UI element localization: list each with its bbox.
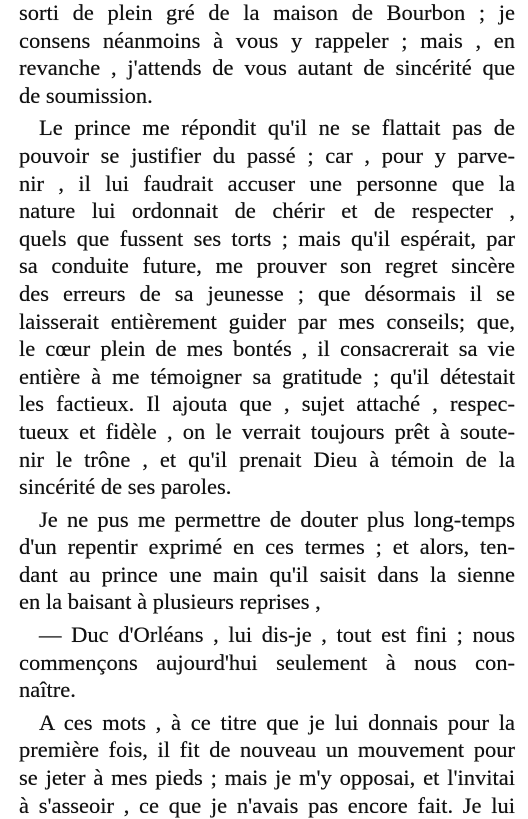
text-line: naître. <box>19 677 76 703</box>
text-line: consens néanmoins à vous y rappeler ; mais , en <box>19 27 515 53</box>
text-line: — Duc d'Orléans , lui dis-je , tout est fini ; nous <box>39 622 515 648</box>
body-text <box>19 0 515 819</box>
paragraph <box>19 114 515 500</box>
text-line: nir le trône , et qu'il prenait Dieu à témoin de la <box>19 446 515 472</box>
text-line: se jeter à mes pieds ; mais je m'y opposai, et l'invitai <box>19 765 515 791</box>
text-line: tueux et fidèle , on le verrait toujours prêt à soute- <box>19 418 515 444</box>
text-line: A ces mots , à ce titre que je lui donnais pour la <box>39 709 515 735</box>
text-line: sincérité de ses paroles. <box>19 474 232 500</box>
text-line: quels que fussent ses torts ; mais qu'il espérait, par <box>19 225 515 251</box>
text-line: commençons aujourd'hui seulement à nous con- <box>19 649 515 675</box>
text-line: de soumission. <box>19 82 153 108</box>
paragraph <box>19 621 515 704</box>
text-line: des erreurs de sa jeunesse ; que désormais il se <box>19 280 515 306</box>
text-line: Le prince me répondit qu'il ne se flattait pas de <box>39 115 515 141</box>
text-line: revanche , j'attends de vous autant de sincérité que <box>19 55 515 81</box>
text-line: entière à me témoigner sa gratitude ; qu'il détestait <box>19 363 515 389</box>
paragraph <box>19 0 515 109</box>
text-line: Je ne pus me permettre de douter plus long-temps <box>39 506 515 532</box>
text-line: pouvoir se justifier du passé ; car , pour y parve- <box>19 142 515 168</box>
text-line: à s'asseoir , ce que je n'avais pas encore fait. Je lui <box>19 792 515 818</box>
text-line: laisserait entièrement guider par mes conseils; que, <box>19 308 515 334</box>
text-line: dant au prince une main qu'il saisit dans la sienne <box>19 561 515 587</box>
text-line: en la baisant à plusieurs reprises , <box>19 589 321 615</box>
paragraph <box>19 709 515 819</box>
text-line: d'un repentir exprimé en ces termes ; et alors, ten- <box>19 534 515 560</box>
text-line: les factieux. Il ajouta que , sujet attaché , respec- <box>19 391 515 417</box>
text-line: nature lui ordonnait de chérir et de respecter , <box>19 198 515 224</box>
text-line: le cœur plein de mes bontés , il consacrerait sa vie <box>19 336 515 362</box>
text-line: sorti de plein gré de la maison de Bourbon ; je <box>19 0 515 25</box>
text-line: sa conduite future, me prouver son regret sincère <box>19 253 515 279</box>
paragraph <box>19 506 515 616</box>
text-line: nir , il lui faudrait accuser une personne que la <box>19 170 515 196</box>
text-line: première fois, il fit de nouveau un mouvement pour <box>19 737 515 763</box>
